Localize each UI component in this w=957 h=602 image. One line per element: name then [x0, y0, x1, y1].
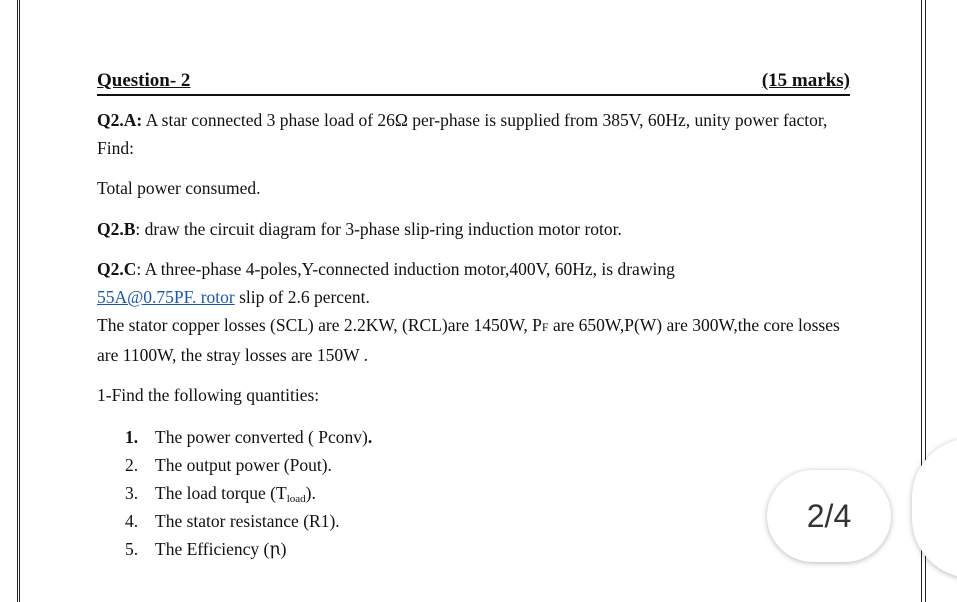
marks-label: (15 marks): [761, 70, 850, 91]
list-item-text: The Efficiency (ꞃ): [155, 539, 287, 559]
list-item-number: 4.: [125, 511, 139, 531]
question-header: [97, 68, 850, 96]
q2a-text: A star connected 3 phase load of 26Ω per-phase is supplied from 385V, 60Hz, unity power factor, Find:: [97, 110, 828, 158]
q2b-text: : draw the circuit diagram for 3-phase slip-ring induction motor rotor.: [135, 219, 622, 239]
q2b-label: Q2.B: [97, 219, 136, 239]
page-indicator[interactable]: 2/4: [767, 470, 891, 562]
q2c-losses-part2: are 650W,P(W) are 300W,the core losses are 1100W, the stray losses are 150W .: [97, 315, 840, 365]
list-item: [97, 451, 850, 479]
list-item: [97, 507, 850, 535]
list-item-number: 1.: [125, 427, 139, 447]
q2a-label: Q2.A:: [97, 110, 143, 130]
q2c-text-after-link: slip of 2.6 percent.: [234, 287, 370, 307]
quantities-list: [97, 423, 850, 563]
list-item: [97, 423, 850, 451]
list-item: [97, 535, 850, 563]
list-item-text: The load torque (T: [155, 483, 287, 503]
page-border-left: [17, 0, 20, 602]
q2c-paragraph: [97, 255, 850, 369]
q2c-label: Q2.C: [97, 259, 137, 279]
list-item-number: 2.: [125, 455, 139, 475]
q2c-link[interactable]: 55A@0.75PF. rotor: [97, 287, 235, 307]
list-item: [97, 479, 850, 507]
find-intro: 1-Find the following quantities:: [97, 385, 320, 405]
q2c-losses-part1: The stator copper losses (SCL) are 2.2KW, (RCL)are 1450W, P: [97, 315, 542, 335]
question-title: Question- 2: [97, 70, 191, 91]
list-item-number: 5.: [125, 539, 139, 559]
q2c-losses-sub: F: [541, 320, 549, 334]
side-floating-button[interactable]: [912, 438, 957, 578]
q2b-paragraph: [97, 215, 850, 243]
list-item-number: 3.: [125, 483, 139, 503]
q2a-paragraph: [97, 106, 850, 162]
list-item-end: .: [367, 427, 373, 447]
list-item-subscript: load: [286, 493, 306, 505]
list-item-end: ).: [305, 483, 316, 503]
list-item-text: The stator resistance (R1).: [155, 511, 340, 531]
document-body: [97, 68, 850, 563]
q2a-task: Total power consumed.: [97, 178, 261, 198]
list-item-text: The output power (Pout).: [155, 455, 332, 475]
q2c-text: : A three-phase 4-poles,Y-connected induction motor,400V, 60Hz, is drawing: [136, 259, 675, 279]
list-item-text: The power converted ( Pconv): [155, 427, 368, 447]
